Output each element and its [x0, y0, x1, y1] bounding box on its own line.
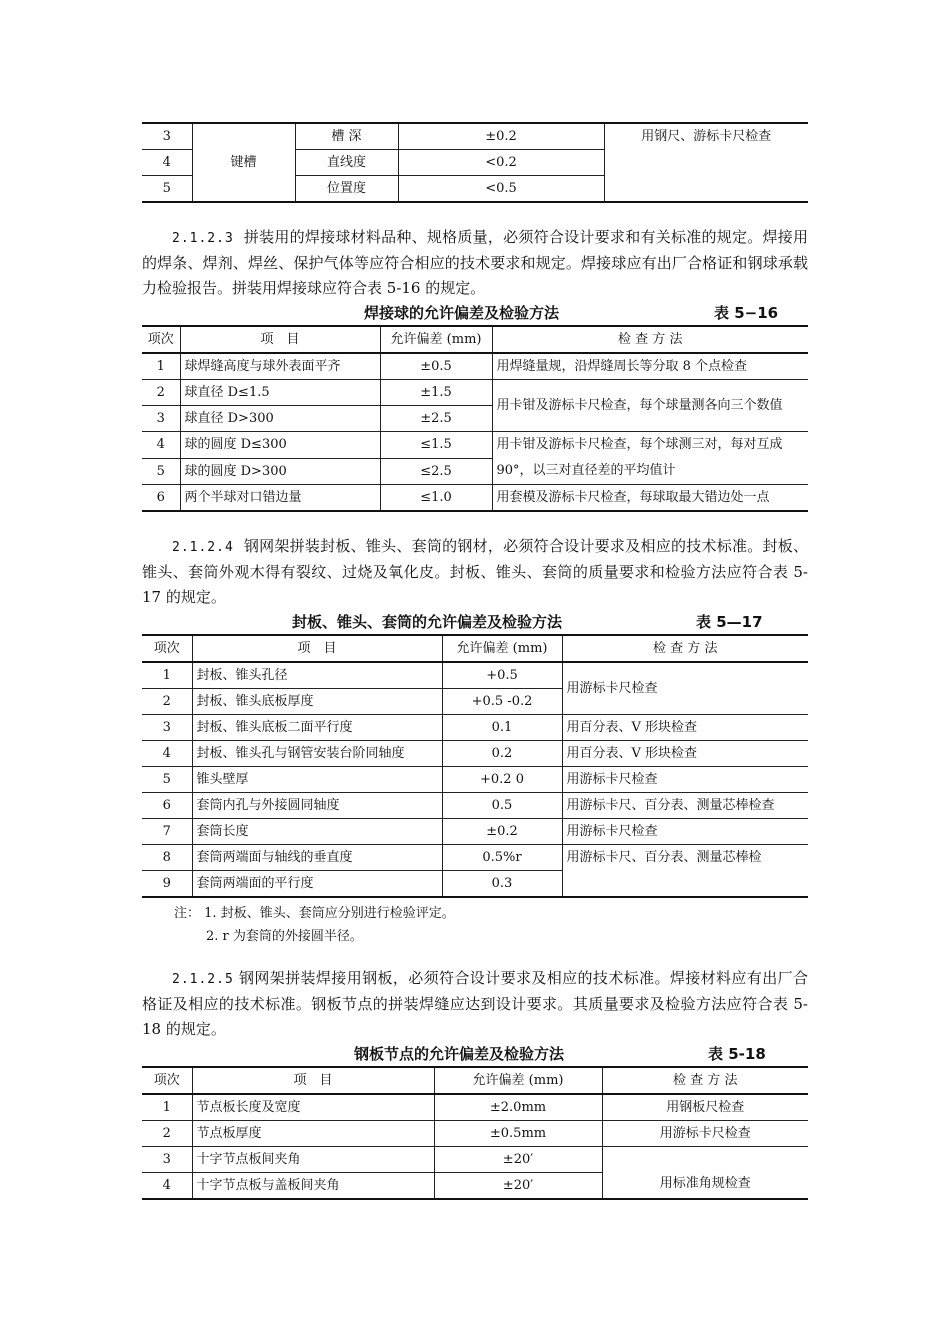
row-no: 5	[142, 458, 180, 485]
header-cell: 检 查 方 法	[492, 326, 808, 353]
header-cell: 允许偏差 (mm)	[442, 635, 562, 662]
row-method: 用游标卡尺检查	[562, 819, 808, 845]
clause-text: 拼装用的焊接球材料品种、规格质量，必须符合设计要求和有关标准的规定。焊接用的焊条、焊剂、焊丝、保护气体等应符合相应的技术要求和规定。焊接球应有出厂合格证和钢球承载力检验报告。拼装用焊接球应符合表 5-16 的规定。	[142, 228, 808, 297]
paragraph-2-1-2-3	[142, 225, 808, 301]
row-no: 1	[142, 353, 180, 380]
row-item: 封板、锥头孔径	[192, 662, 442, 689]
row-item: 球的圆度 D>300	[180, 458, 380, 485]
table-row	[142, 380, 808, 406]
row-item: 封板、锥头底板二面平行度	[192, 715, 442, 741]
table-caption	[142, 1042, 808, 1066]
row-item: 节点板厚度	[192, 1121, 434, 1147]
row-no: 4	[142, 150, 192, 176]
table-row	[142, 123, 808, 150]
note-line	[142, 925, 808, 948]
header-cell: 允许偏差 (mm)	[434, 1067, 602, 1094]
row-tolerance: ±2.0mm	[434, 1094, 602, 1121]
row-method: 用卡钳及游标卡尺检查，每个球测三对，每对互成 90°，以三对直径差的平均值计	[492, 432, 808, 485]
row-no: 3	[142, 123, 192, 150]
row-method: 用钢尺、游标卡尺检查	[604, 123, 808, 202]
row-no: 2	[142, 380, 180, 406]
note-text: 1. 封板、锥头、套筒应分别进行检验评定。	[204, 906, 455, 921]
clause-number: 2.1.2.4	[172, 540, 234, 555]
row-tolerance: <0.5	[398, 176, 604, 203]
row-item: 套筒长度	[192, 819, 442, 845]
row-no: 3	[142, 1147, 192, 1173]
table-row	[142, 741, 808, 767]
row-no: 4	[142, 741, 192, 767]
row-item: 球直径 D≤1.5	[180, 380, 380, 406]
row-tolerance: 0.5%r	[442, 845, 562, 871]
table-header-row	[142, 635, 808, 662]
header-cell: 项次	[142, 1067, 192, 1094]
row-tolerance: ≤1.5	[380, 432, 492, 459]
row-tolerance: 0.1	[442, 715, 562, 741]
row-item: 球的圆度 D≤300	[180, 432, 380, 459]
clause-text: 钢网架拼装焊接用钢板，必须符合设计要求及相应的技术标准。焊接材料应有出厂合格证及相应的技术标准。钢板节点的拼装焊缝应达到设计要求。其质量要求及检验方法应符合表 5-18 的规定。	[142, 969, 808, 1038]
row-method: 用游标卡尺检查	[562, 662, 808, 715]
table-row	[142, 819, 808, 845]
row-method: 用套模及游标卡尺检查，每球取最大错边处一点	[492, 485, 808, 512]
clause-number: 2.1.2.3	[172, 231, 234, 246]
table-row	[142, 1147, 808, 1173]
row-tolerance: 0.2	[442, 741, 562, 767]
table-caption	[142, 301, 808, 325]
table-number: 表 5-18	[708, 1045, 766, 1063]
table-row	[142, 662, 808, 689]
row-tolerance: +0.5 -0.2	[442, 689, 562, 715]
row-no: 9	[142, 871, 192, 898]
row-tolerance: ±2.5	[380, 406, 492, 432]
note-text: 2. r 为套筒的外接圆半径。	[206, 929, 363, 944]
note-line	[142, 902, 808, 925]
table-header-row	[142, 1067, 808, 1094]
table-notes	[142, 902, 808, 948]
sleeve-table	[142, 634, 808, 898]
table-number: 表 5−16	[714, 304, 779, 322]
row-tolerance: ≤2.5	[380, 458, 492, 485]
header-cell: 允许偏差 (mm)	[380, 326, 492, 353]
keyway-table	[142, 122, 808, 203]
row-tolerance: ±0.5	[380, 353, 492, 380]
row-no: 3	[142, 406, 180, 432]
row-tolerance: 0.3	[442, 871, 562, 898]
table-title: 焊接球的允许偏差及检验方法	[364, 304, 560, 322]
row-method: 用标准角规检查	[602, 1147, 808, 1200]
table-row	[142, 1121, 808, 1147]
row-no: 4	[142, 1173, 192, 1200]
table-row	[142, 485, 808, 512]
row-item: 直线度	[295, 150, 398, 176]
row-item: 套筒内孔与外接圆同轴度	[192, 793, 442, 819]
row-method: 用百分表、V 形块检查	[562, 715, 808, 741]
row-tolerance: <0.2	[398, 150, 604, 176]
clause-number: 2.1.2.5	[172, 972, 234, 987]
row-no: 6	[142, 485, 180, 512]
row-item: 球焊缝高度与球外表面平齐	[180, 353, 380, 380]
row-no: 2	[142, 1121, 192, 1147]
row-item: 槽 深	[295, 123, 398, 150]
header-cell: 项次	[142, 635, 192, 662]
note-label: 注：	[174, 906, 201, 921]
row-tolerance: ±1.5	[380, 380, 492, 406]
header-cell: 项 目	[192, 635, 442, 662]
table-title: 钢板节点的允许偏差及检验方法	[354, 1045, 565, 1063]
row-no: 6	[142, 793, 192, 819]
row-tolerance: ±0.2	[398, 123, 604, 150]
steel-plate-node-table	[142, 1066, 808, 1200]
row-no: 1	[142, 1094, 192, 1121]
row-tolerance: +0.2 0	[442, 767, 562, 793]
row-no: 5	[142, 176, 192, 203]
table-caption	[142, 610, 808, 634]
row-tolerance: +0.5	[442, 662, 562, 689]
row-method: 用卡钳及游标卡尺检查，每个球量测各向三个数值	[492, 380, 808, 432]
row-no: 4	[142, 432, 180, 459]
header-cell: 检 查 方 法	[602, 1067, 808, 1094]
header-cell: 项次	[142, 326, 180, 353]
weld-ball-table	[142, 325, 808, 512]
document-page	[142, 122, 808, 1200]
row-tolerance: ±0.2	[442, 819, 562, 845]
row-tolerance: 0.5	[442, 793, 562, 819]
row-method: 用游标卡尺检查	[602, 1121, 808, 1147]
row-item: 套筒两端面与轴线的垂直度	[192, 845, 442, 871]
paragraph-2-1-2-5	[142, 966, 808, 1042]
row-item: 封板、锥头孔与钢管安装台阶同轴度	[192, 741, 442, 767]
paragraph-2-1-2-4	[142, 534, 808, 610]
table-row	[142, 1094, 808, 1121]
table-row	[142, 767, 808, 793]
row-item: 节点板长度及宽度	[192, 1094, 434, 1121]
header-cell: 检 查 方 法	[562, 635, 808, 662]
row-method: 用游标卡尺、百分表、测量芯棒检	[562, 845, 808, 898]
table-header-row	[142, 326, 808, 353]
header-cell: 项 目	[180, 326, 380, 353]
table-number: 表 5—17	[696, 613, 763, 631]
row-item: 封板、锥头底板厚度	[192, 689, 442, 715]
row-tolerance: ±0.5mm	[434, 1121, 602, 1147]
row-method: 用游标卡尺、百分表、测量芯棒检查	[562, 793, 808, 819]
table-row	[142, 432, 808, 459]
row-method: 用钢板尺检查	[602, 1094, 808, 1121]
row-no: 3	[142, 715, 192, 741]
table-row	[142, 845, 808, 871]
row-item: 两个半球对口错边量	[180, 485, 380, 512]
row-item: 球直径 D>300	[180, 406, 380, 432]
row-tolerance: ±20′	[434, 1173, 602, 1200]
keyway-group-label: 键槽	[192, 123, 295, 202]
row-item: 套筒两端面的平行度	[192, 871, 442, 898]
row-no: 5	[142, 767, 192, 793]
row-no: 2	[142, 689, 192, 715]
table-row	[142, 353, 808, 380]
row-method: 用百分表、V 形块检查	[562, 741, 808, 767]
table-row	[142, 715, 808, 741]
row-tolerance: ±20′	[434, 1147, 602, 1173]
row-item: 十字节点板间夹角	[192, 1147, 434, 1173]
table-title: 封板、锥头、套筒的允许偏差及检验方法	[292, 613, 563, 631]
row-no: 7	[142, 819, 192, 845]
clause-text: 钢网架拼装封板、锥头、套筒的钢材，必须符合设计要求及相应的技术标准。封板、锥头、套筒外观木得有裂纹、过烧及氧化皮。封板、锥头、套筒的质量要求和检验方法应符合表 5-17 的规定。	[142, 537, 808, 606]
row-tolerance: ≤1.0	[380, 485, 492, 512]
row-method: 用焊缝量规，沿焊缝周长等分取 8 个点检查	[492, 353, 808, 380]
row-method: 用游标卡尺检查	[562, 767, 808, 793]
table-row	[142, 793, 808, 819]
row-item: 锥头壁厚	[192, 767, 442, 793]
row-no: 1	[142, 662, 192, 689]
row-item: 十字节点板与盖板间夹角	[192, 1173, 434, 1200]
row-item: 位置度	[295, 176, 398, 203]
row-no: 8	[142, 845, 192, 871]
header-cell: 项 目	[192, 1067, 434, 1094]
